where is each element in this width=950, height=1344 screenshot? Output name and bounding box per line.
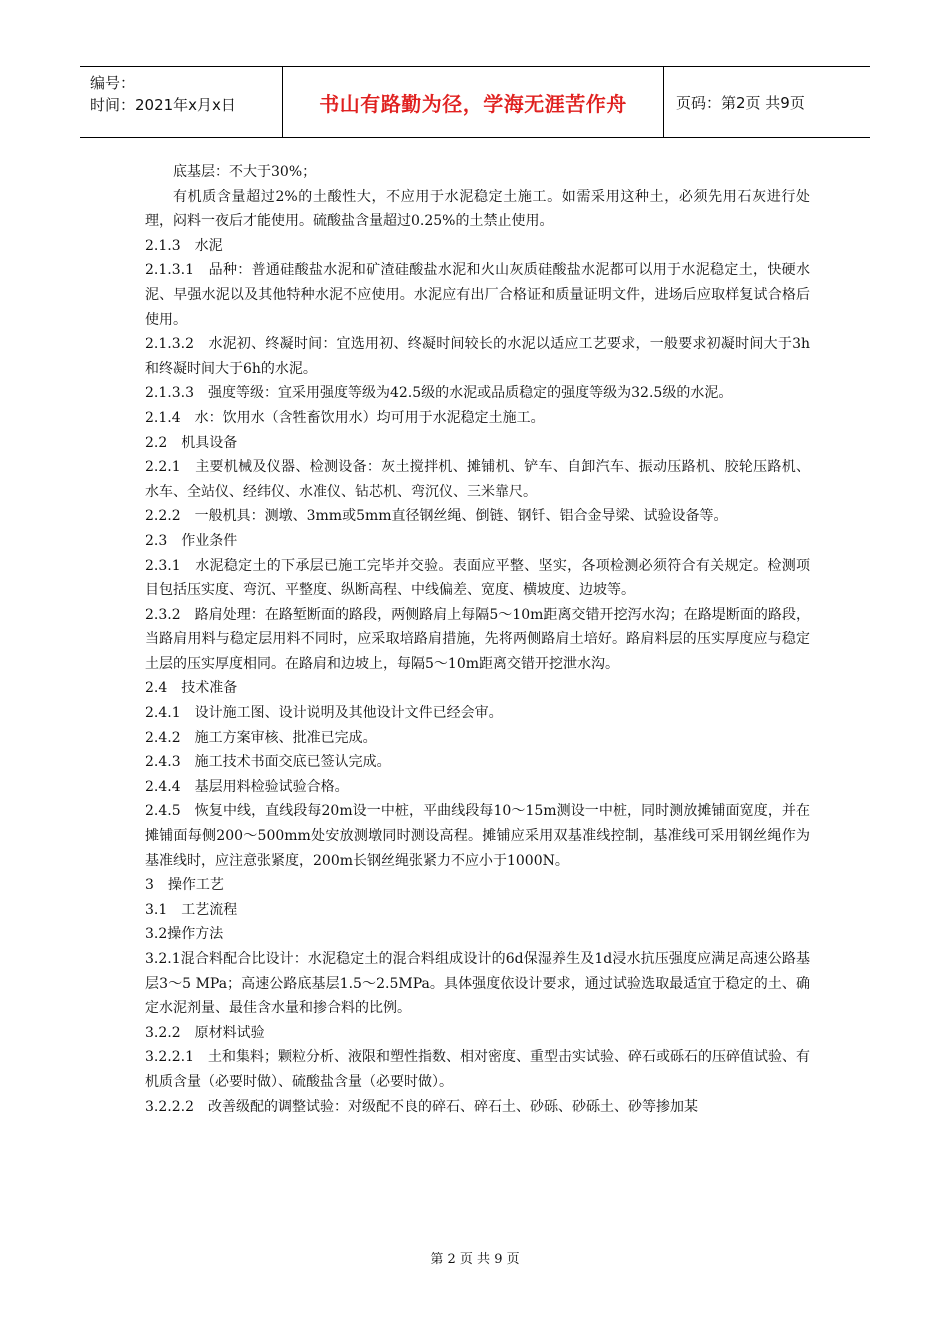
header-page-info: 页码：第2页 共9页 <box>676 93 805 112</box>
header-meta <box>80 67 283 137</box>
paragraph: 有机质含量超过2%的土酸性大，不应用于水泥稳定土施工。如需采用这种土，必须先用石灰进行处理，闷料一夜后才能使用。硫酸盐含量超过0.25%的土禁止使用。 <box>145 188 810 230</box>
paragraph: 3.2.2.2 改善级配的调整试验：对级配不良的碎石、碎石土、砂砾、砂砾土、砂等掺加某 <box>145 1098 698 1115</box>
paragraph: 2.4.5 恢复中线，直线段每20m设一中桩，平曲线段每10～15m测设一中桩，同时测放摊铺面宽度，并在摊铺面每侧200～500mm处安放测墩同时测设高程。摊铺应采用双基准线控制，基准线可采用钢丝绳作为基准线时，应注意张紧度，200m长钢丝绳张紧力不应小于1000N。 <box>145 803 810 869</box>
header-motto: 书山有路勤为径，学海无涯苦作舟 <box>283 67 664 137</box>
paragraph: 2.1.3.3 强度等级：宜采用强度等级为42.5级的水泥或品质稳定的强度等级为32.5级的水泥。 <box>145 385 733 402</box>
section-heading: 2.2 机具设备 <box>145 434 238 451</box>
page-header <box>80 66 870 138</box>
section-heading: 3.2.2 原材料试验 <box>145 1024 265 1041</box>
document-body <box>145 160 810 1119</box>
paragraph: 3.2.1混合料配合比设计：水泥稳定土的混合料组成设计的6d保湿养生及1d浸水抗压强度应满足高速公路基层3～5 MPa；高速公路底基层1.5～2.5MPa。具体强度依设计要求，通过试验选取最适宜于稳定的土、确定水泥剂量、最佳含水量和掺合料的比例。 <box>145 951 810 1017</box>
paragraph: 2.2.2 一般机具：测墩、3mm或5mm直径钢丝绳、倒链、钢钎、铝合金导梁、试验设备等。 <box>145 508 728 525</box>
paragraph: 2.4.2 施工方案审核、批准已完成。 <box>145 729 377 746</box>
section-heading: 2.4 技术准备 <box>145 680 238 697</box>
paragraph: 2.3.2 路肩处理：在路堑断面的路段，两侧路肩上每隔5～10m距离交错开挖泻水沟；在路堤断面的路段，当路肩用料与稳定层用料不同时，应采取培路肩措施，先将两侧路肩土培好。路肩料层的压实厚度应与稳定土层的压实厚度相同。在路肩和边坡上，每隔5～10m距离交错开挖泄水沟。 <box>145 606 810 672</box>
page-footer: 第 2 页 共 9 页 <box>430 1252 520 1267</box>
paragraph: 2.2.1 主要机械及仪器、检测设备：灰土搅拌机、摊铺机、铲车、自卸汽车、振动压路机、胶轮压路机、水车、全站仪、经纬仪、水准仪、钻芯机、弯沉仪、三米靠尺。 <box>145 459 810 500</box>
paragraph: 2.4.4 基层用料检验试验合格。 <box>145 778 349 795</box>
document-date: 时间：2021年x月x日 <box>90 96 236 114</box>
section-heading: 2.1.3 水泥 <box>145 237 223 254</box>
section-heading: 3.1 工艺流程 <box>145 901 238 918</box>
paragraph: 2.1.4 水：饮用水（含牲畜饮用水）均可用于水泥稳定土施工。 <box>145 409 545 426</box>
paragraph: 底基层：不大于30%； <box>173 164 317 180</box>
document-code-label: 编号： <box>90 74 136 92</box>
paragraph: 2.4.1 设计施工图、设计说明及其他设计文件已经会审。 <box>145 705 503 722</box>
section-heading: 3 操作工艺 <box>145 877 224 894</box>
paragraph: 2.4.3 施工技术书面交底已签认完成。 <box>145 754 391 771</box>
paragraph: 2.1.3.2 水泥初、终凝时间：宜选用初、终凝时间较长的水泥以适应工艺要求，一般要求初凝时间大于3h和终凝时间大于6h的水泥。 <box>145 336 810 377</box>
paragraph: 2.1.3.1 品种：普通硅酸盐水泥和矿渣硅酸盐水泥和火山灰质硅酸盐水泥都可以用于水泥稳定土，快硬水泥、早强水泥以及其他特种水泥不应使用。水泥应有出厂合格证和质量证明文件，进场后应取样复试合格后使用。 <box>145 262 810 328</box>
paragraph: 2.3.1 水泥稳定土的下承层已施工完毕并交验。表面应平整、坚实，各项检测必须符合有关规定。检测项目包括压实度、弯沉、平整度、纵断高程、中线偏差、宽度、横坡度、边坡等。 <box>145 557 810 599</box>
section-heading: 3.2操作方法 <box>145 926 224 943</box>
section-heading: 2.3 作业条件 <box>145 532 238 549</box>
paragraph: 3.2.2.1 土和集料；颗粒分析、液限和塑性指数、相对密度、重型击实试验、碎石或砾石的压碎值试验、有机质含量（必要时做）、硫酸盐含量（必要时做）。 <box>145 1049 810 1090</box>
